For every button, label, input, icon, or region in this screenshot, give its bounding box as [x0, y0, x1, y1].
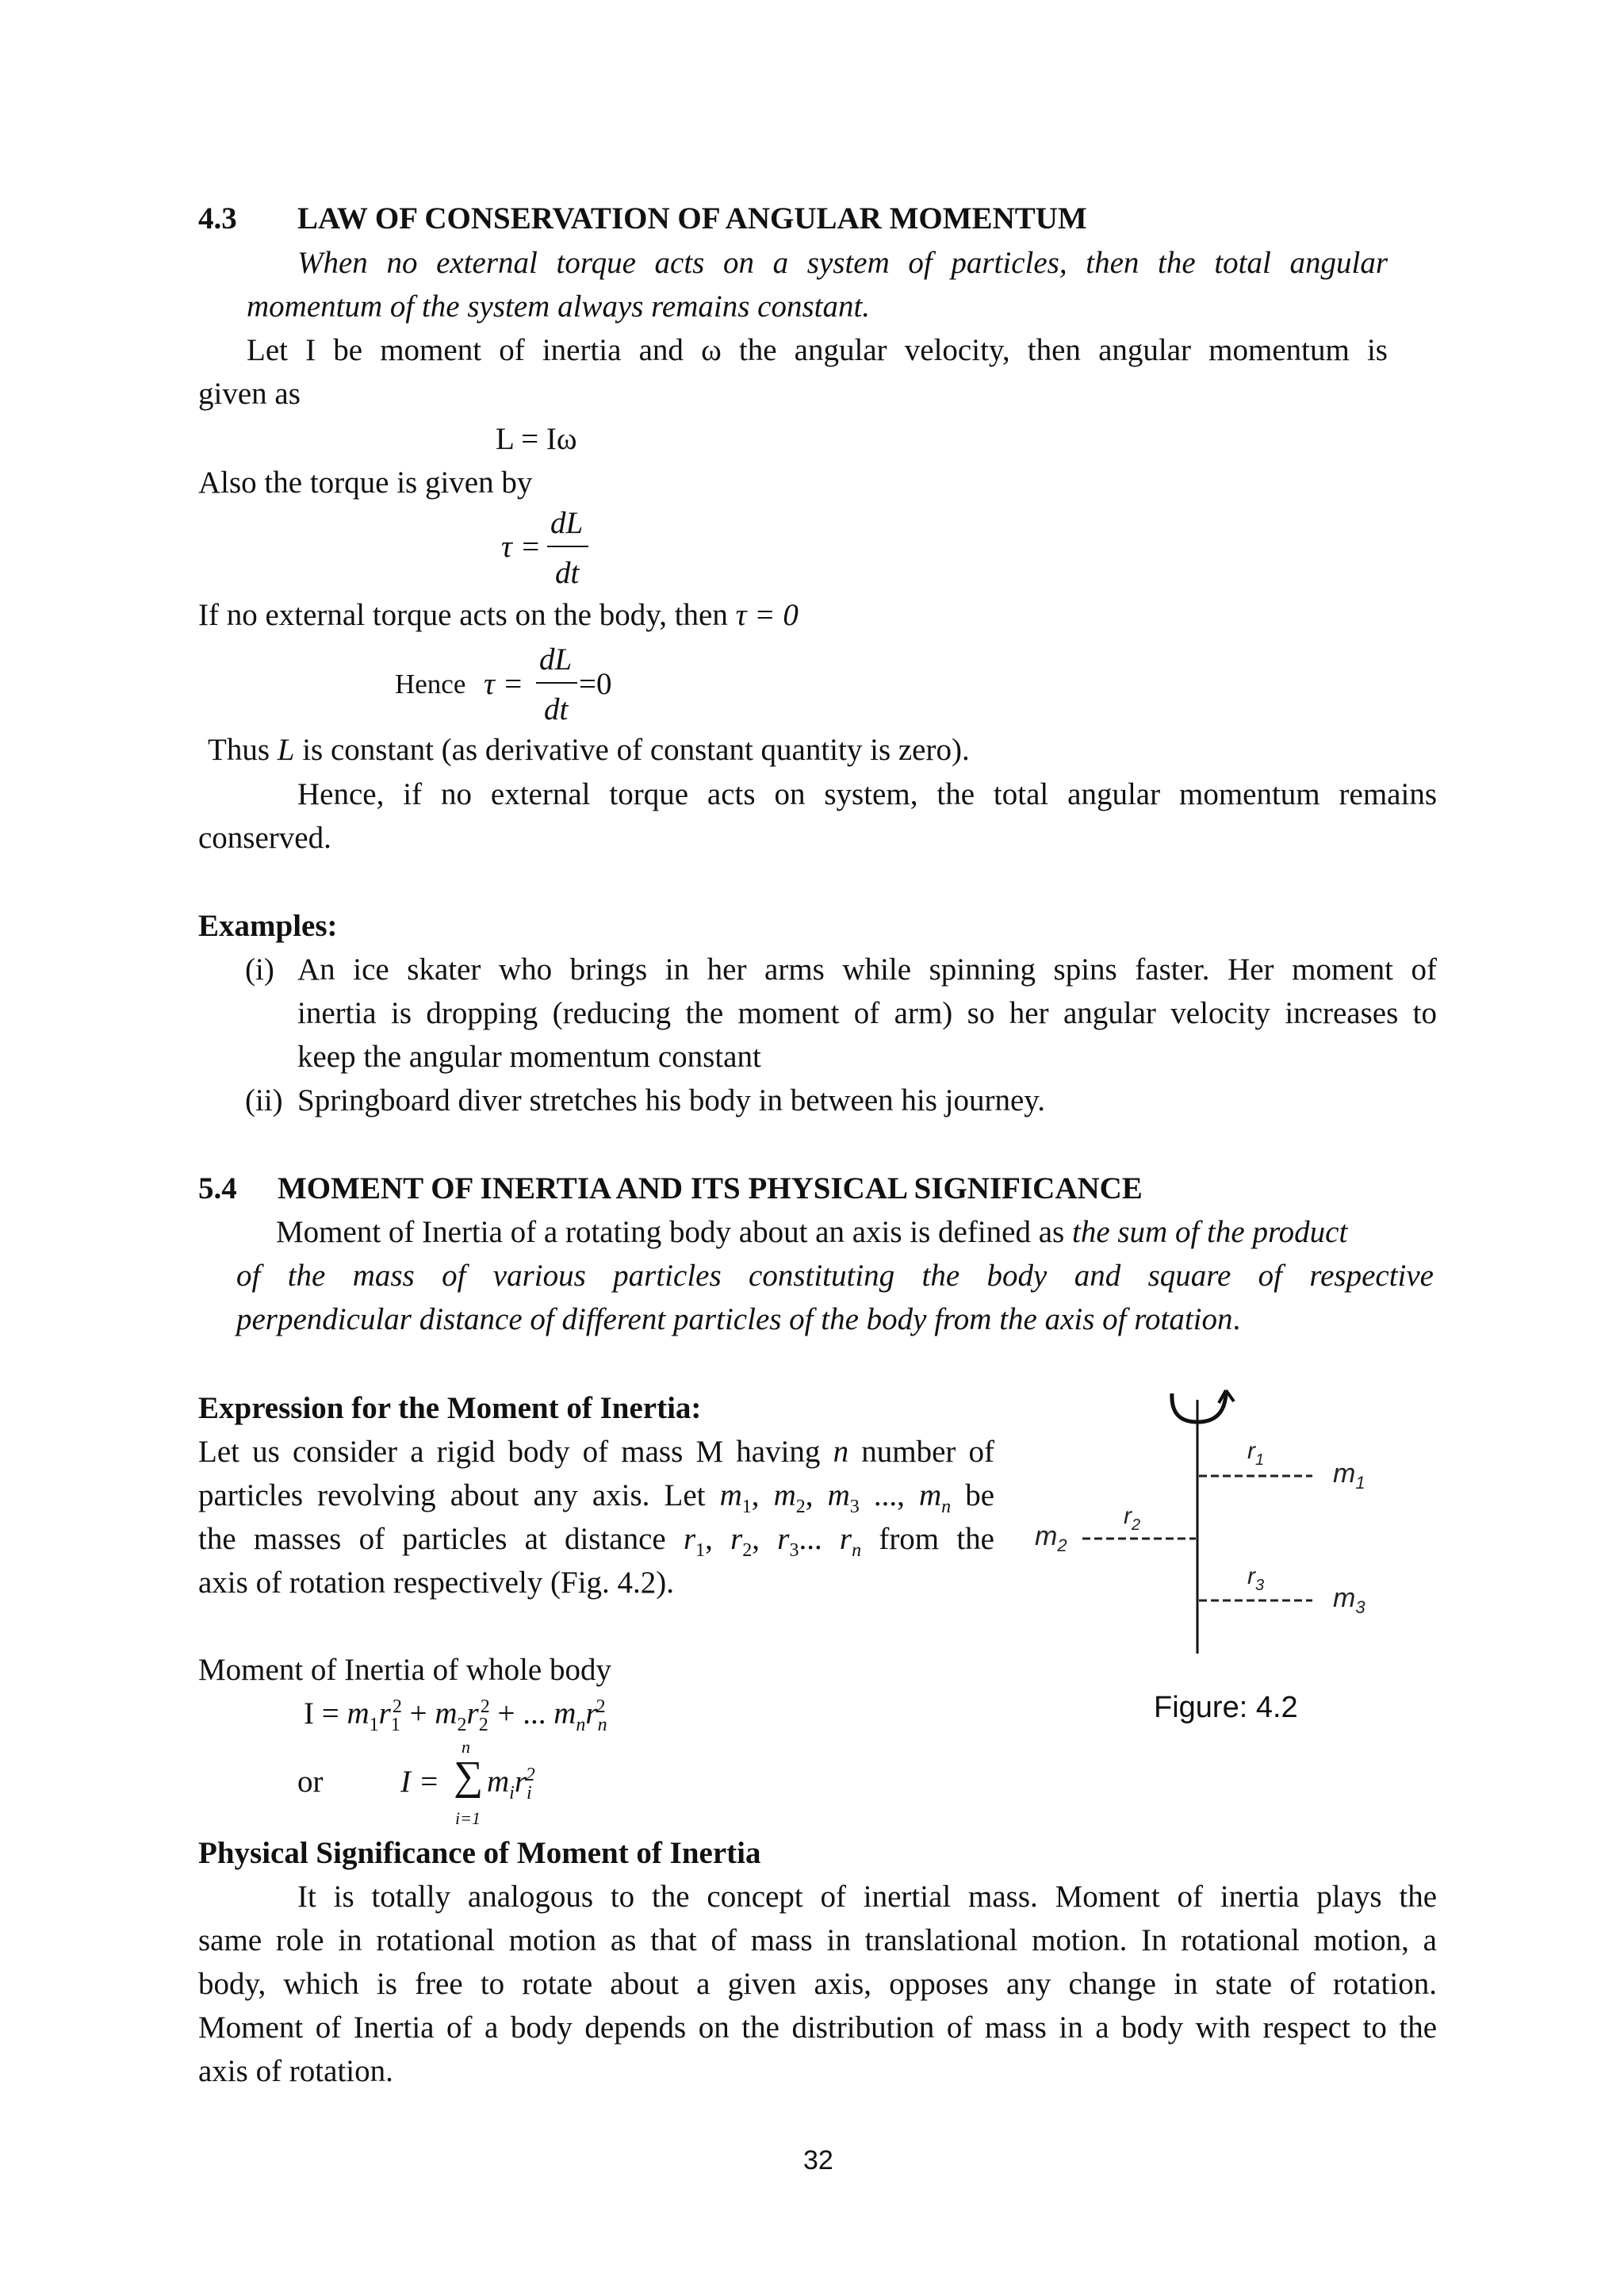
label-r3: $r_3$: [1247, 1563, 1265, 1594]
fraction-bar: [536, 682, 577, 684]
expression-line: axis of rotation respectively (Fig. 4.2).: [198, 1566, 675, 1600]
equation-sum-expanded: $I = m_1r_1^2 + m_2r_2^2$ + ... $m_nr_n^2$: [304, 1696, 607, 1735]
sum-lower-limit: i=1: [455, 1808, 481, 1828]
equation-sum-compact: I =: [400, 1765, 440, 1799]
example-line: Springboard diver stretches his body in between his journey.: [297, 1083, 1046, 1117]
definition-line: When no external torque acts on a system of particles, then the total angular: [297, 246, 1388, 280]
fraction-numerator: dL: [539, 642, 573, 677]
paragraph-line: Also the torque is given by: [198, 466, 533, 500]
label-r1: $r_1$: [1247, 1438, 1265, 1469]
text-run: be: [951, 1478, 995, 1512]
example-label: (ii): [245, 1083, 283, 1117]
rotation-arrow-icon: [1172, 1393, 1226, 1422]
figure-rotation-diagram: [1023, 1376, 1404, 1662]
text-run: particles revolving about any axis. Let: [198, 1478, 720, 1512]
paragraph-line: [208, 734, 970, 765]
definition-line: momentum of the system always remains constant.: [247, 289, 871, 324]
physical-line: It is totally analogous to the concept of inertial mass. Moment of inertia plays the: [297, 1880, 1437, 1914]
physical-line: axis of rotation.: [198, 2054, 393, 2088]
fraction-bar: [547, 546, 588, 547]
expression-heading: Expression for the Moment of Inertia:: [198, 1391, 702, 1425]
sum-upper-limit: n: [462, 1737, 470, 1757]
text-run: number of: [848, 1435, 995, 1469]
examples-heading: Examples:: [198, 909, 338, 943]
thus-L: L: [277, 733, 295, 767]
example-label: (i): [245, 953, 274, 987]
paragraph-line: Hence, if no external torque acts on system, the total angular momentum remains: [297, 777, 1437, 811]
physical-line: Moment of Inertia of a body depends on the distribution of mass in a body with respect to the: [198, 2010, 1437, 2045]
figure-caption: Figure: 4.2: [1154, 1691, 1298, 1724]
equals-zero: =0: [579, 667, 612, 701]
example-line: keep the angular momentum constant: [297, 1040, 761, 1074]
def-period: .: [1232, 1302, 1241, 1336]
section-number-4-3: 4.3: [198, 201, 237, 236]
physical-line: same role in rotational motion as that of mass in translational motion. In rotational motion, a: [198, 1923, 1437, 1957]
example-line: An ice skater who brings in her arms while spinning spins faster. Her moment of: [297, 953, 1437, 987]
label-m1: $m_1$: [1333, 1458, 1365, 1493]
paragraph-line: [198, 600, 799, 631]
label-m3: $m_3$: [1333, 1583, 1365, 1617]
def-plain: Moment of Inertia of a rotating body about an axis is defined as: [276, 1215, 1072, 1249]
fraction-denominator: dt: [555, 556, 580, 590]
section-number-5-4: 5.4: [198, 1171, 237, 1205]
text-run: the masses of particles at distance: [198, 1522, 684, 1556]
hence-word: Hence: [395, 669, 466, 700]
expression-line: particles revolving about any axis. Let $m_1$, $m_2$, $m_3$ ..., $m_n$ be: [198, 1478, 995, 1517]
text-run: from the: [861, 1522, 994, 1556]
thus-pre: Thus: [208, 733, 278, 767]
fraction-denominator: dt: [544, 692, 569, 726]
no-torque-math: τ = 0: [735, 598, 799, 632]
physical-heading: Physical Significance of Moment of Inertia: [198, 1836, 761, 1870]
definition-line: of the mass of various particles constituting the body and square of respective: [236, 1259, 1434, 1293]
no-torque-text: If no external torque acts on the body, then: [198, 598, 736, 632]
label-m2: $m_2$: [1035, 1521, 1067, 1555]
definition-line: [236, 1304, 1240, 1335]
definition-line: [276, 1217, 1347, 1248]
page-number: 32: [803, 2145, 833, 2175]
expression-line: the masses of particles at distance $r_1$, $r_2$, $r_3$... $r_n$ from the: [198, 1522, 994, 1561]
text-run: Let us consider a rigid body of mass M having: [198, 1435, 833, 1469]
paragraph-line: conserved.: [198, 821, 331, 855]
label-r2: $r_2$: [1124, 1503, 1141, 1534]
sum-symbol: ∑: [454, 1754, 484, 1799]
expression-line: [198, 1436, 994, 1467]
def-italic: perpendicular distance of different particles of the body from the axis of rotation: [236, 1302, 1233, 1336]
equation-L: L = Iω: [496, 422, 577, 456]
example-line: inertia is dropping (reducing the moment of arm) so her angular velocity increases to: [297, 996, 1437, 1030]
text-run: n: [833, 1435, 849, 1469]
paragraph-line: given as: [198, 377, 301, 411]
whole-body-line: Moment of Inertia of whole body: [198, 1653, 611, 1687]
paragraph-line: Let I be moment of inertia and ω the angular velocity, then angular momentum is: [247, 333, 1388, 367]
section-title-conservation: LAW OF CONSERVATION OF ANGULAR MOMENTUM: [297, 201, 1087, 236]
thus-post: is constant (as derivative of constant quantity is zero).: [294, 733, 970, 767]
physical-line: body, which is free to rotate about a given axis, opposes any change in state of rotation.: [198, 1967, 1437, 2001]
tau-equals: τ =: [501, 530, 542, 564]
section-title-moment-of-inertia: MOMENT OF INERTIA AND ITS PHYSICAL SIGNIFICANCE: [278, 1171, 1143, 1205]
or-word: or: [297, 1765, 324, 1799]
sum-term: $m_ir_i^2$: [487, 1765, 535, 1803]
def-italic: the sum of the product: [1071, 1215, 1348, 1249]
tau-equals: τ =: [484, 667, 524, 701]
fraction-numerator: dL: [550, 506, 584, 540]
